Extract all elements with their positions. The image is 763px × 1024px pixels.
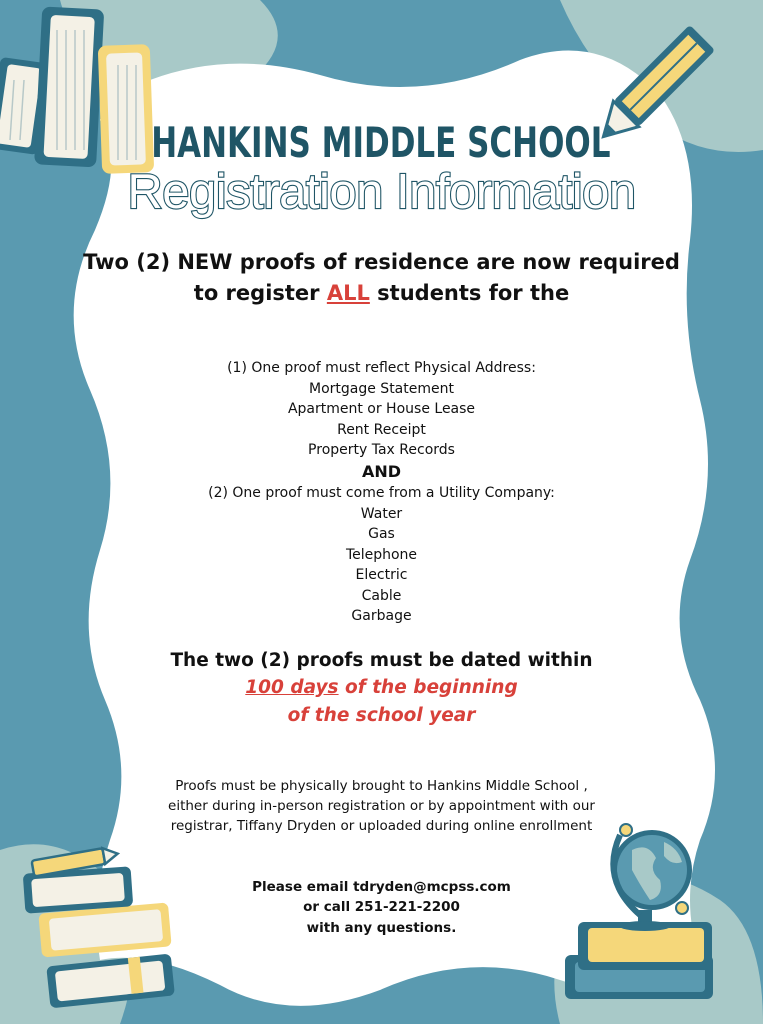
list-item: Apartment or House Lease: [287, 401, 476, 417]
list-item: Gas: [368, 526, 395, 542]
submission-line-1: Proofs must be physically brought to Hankins Middle School ,: [175, 778, 588, 794]
list-item: Telephone: [345, 547, 418, 563]
list-item: Electric: [355, 567, 408, 583]
physical-heading: (1) One proof must reflect Physical Address:: [227, 360, 536, 376]
headline-emphasis: ALL: [326, 281, 370, 305]
list-item: Mortgage Statement: [309, 381, 454, 397]
dated-line-3: of the school year: [287, 705, 476, 726]
submission-line-3: registrar, Tiffany Dryden or uploaded during online enrollment: [170, 818, 593, 834]
contact-phone: or call 251-221-2200: [303, 899, 460, 915]
dated-line-1: The two (2) proofs must be dated within: [170, 650, 593, 671]
page-title: Registration Information: [127, 165, 636, 219]
list-item: Water: [360, 506, 403, 522]
dated-line-2-rest: of the beginning: [338, 677, 518, 698]
utility-heading: (2) One proof must come from a Utility Company:: [208, 485, 555, 501]
dated-line-2: [0, 677, 763, 698]
list-item: Garbage: [351, 608, 412, 624]
and-separator: AND: [361, 462, 402, 481]
submission-line-2: either during in-person registration or by appointment with our: [168, 798, 595, 814]
headline-line-2: [0, 281, 763, 305]
list-item: Rent Receipt: [337, 422, 426, 438]
dated-emphasis: 100 days: [245, 677, 339, 698]
contact-email: Please email tdryden@mcpss.com: [252, 879, 511, 895]
list-item: Cable: [361, 588, 402, 604]
contact-closing: with any questions.: [306, 920, 457, 936]
list-item: Property Tax Records: [308, 442, 455, 458]
headline-line-2-post: students for the: [369, 281, 570, 305]
school-title: HANKINS MIDDLE SCHOOL: [151, 118, 611, 167]
headline-line-1: Two (2) NEW proofs of residence are now required: [83, 250, 680, 274]
headline-line-2-pre: to register: [193, 281, 327, 305]
